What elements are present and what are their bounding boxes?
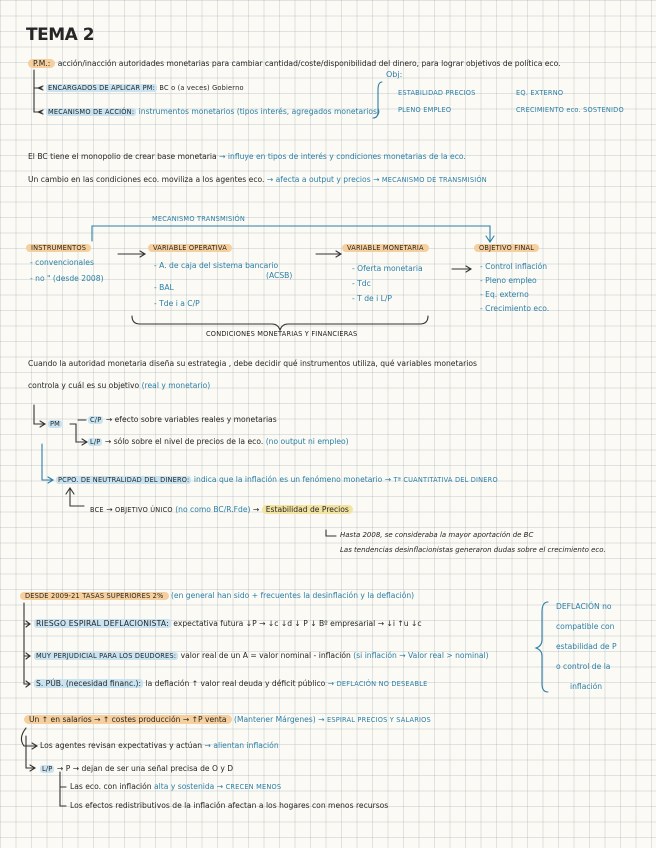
side-bracket [536,602,548,692]
bce-label: BCE [90,506,104,514]
spub-text: la deflación ↑ valor real deuda y déficit público [145,679,326,688]
deudores-label: MUY PERJUDICIAL PARA LOS DEUDORES: [36,652,177,660]
deudores-text: valor real de un A = valor nominal - inflación [180,651,351,660]
pm-effects-pm: PM [50,420,61,428]
mecanismo-label: MECANISMO DE ACCIÓN: [48,108,135,116]
spub-result: DEFLACIÓN NO DESEABLE [336,680,428,688]
objetivo-item-3: - Eq. externo [480,290,529,299]
neutralidad-label: PCPO. DE NEUTRALIDAD DEL DINERO: [58,476,190,484]
monetaria-item-3: - T de i L/P [352,294,393,303]
deudores-note: (si inflación → Valor real > nominal) [353,651,489,660]
eco-b: alta y sostenida [154,782,215,791]
bc-line2-c: MECANISMO DE TRANSMISIÓN [381,176,487,184]
page-title: TEMA 2 [26,25,95,45]
instrumentos-title: INSTRUMENTOS [26,244,91,252]
eco-c: CRECEN MENOS [225,783,282,791]
estrategia-line2-b: (real y monetario) [141,381,211,390]
diagram-top-label: MECANISMO TRANSMISIÓN [152,215,246,223]
espiral-lp: L/P [42,765,53,773]
pm-effects-cp: C/P [90,416,102,424]
espiral-lp-text: P → dejan de ser una señal precisa de O y D [65,764,234,773]
objetivo-item-2: - Pleno empleo [480,276,537,285]
obj-tag: Obj: [386,70,403,79]
monetaria-title: VARIABLE MONETARIA [342,244,429,252]
side-note-2: compatible con [556,622,615,631]
pm-tag: P.M.: [28,59,55,68]
pm-effects-lp: L/P [90,438,101,446]
objective-2: EQ. EXTERNO [516,89,564,97]
operativa-item-2: (ACSB) [266,271,293,280]
monetaria-item-2: - Tdc [352,279,371,288]
efectos-text: Los efectos redistributivos de la inflación afectan a los hogares con menos recursos [70,801,389,810]
bc-line1-b: influye en tipos de interés y condiciones monetarias de la eco. [227,152,466,161]
pm-bracket [34,70,42,112]
riesgo-label: RIESGO ESPIRAL DEFLACIONISTA: [36,619,169,628]
bce-text: OBJETIVO ÚNICO [115,506,173,514]
espiral-line-b: (Mantener Márgenes) [233,715,316,724]
bc-line2-a: Un cambio en las condiciones eco. moviliza a los agentes eco. [28,175,265,184]
neutralidad-note-2: Las tendencias desinflacionistas generaron dudas sobre el crecimiento eco. [340,546,606,554]
transmission-frame [92,226,490,241]
side-note-1: DEFLACIÓN no [556,602,612,611]
pm-effects-cp-text: efecto sobre variables reales y monetarias [114,415,277,424]
desde-header: DESDE 2009-21 TASAS SUPERIORES 2% [20,592,169,600]
encargados-text: BC o (a veces) Gobierno [159,84,244,92]
pm-effects-lp-text: sólo sobre el nivel de precios de la eco. [113,437,264,446]
encargados-label: ENCARGADOS DE APLICAR PM: [48,84,156,92]
diagram-bottom-label: CONDICIONES MONETARIAS Y FINANCIERAS [206,330,358,338]
conditions-brace [132,316,428,330]
monetaria-item-1: - Oferta monetaria [352,264,423,273]
neutralidad-note-1: Hasta 2008, se consideraba la mayor aportación de BC [340,531,534,539]
side-note-3: estabilidad de P [556,642,617,651]
objective-1: ESTABILIDAD PRECIOS [398,89,476,97]
mecanismo-text: instrumentos monetarios (tipos interés, agregados monetarios) [138,107,380,116]
agentes-a: Los agentes revisan expectativas y actúan [40,741,203,750]
spub-label: S. PÚB. (necesidad financ.): [36,679,142,688]
riesgo-text: expectativa futura ↓P → ↓c ↓d ↓ P ↓ Bº empresarial → ↓i ↑u ↓c [173,619,422,628]
operativa-item-3: - BAL [154,283,174,292]
objetivo-item-4: - Crecimiento eco. [480,304,550,313]
operativa-title: VARIABLE OPERATIVA [148,244,232,252]
espiral-line-a: Un ↑ en salarios → ↑ costes producción → ↑P venta [24,715,232,724]
bce-note: (no como BC/R.Fde) [175,505,251,514]
pm-definition: acción/inacción autoridades monetarias para cambiar cantidad/coste/disponibilidad del dinero, para lograr objetivos de política eco. [57,59,561,68]
instrumentos-item-1: - convencionales [30,258,94,267]
objective-3: PLENO EMPLEO [398,106,452,114]
eco-a: Las eco. con inflación [70,782,152,791]
bc-line2-b: afecta a output y precios [275,175,371,184]
instrumentos-item-2: - no " (desde 2008) [30,274,104,283]
bc-line1-a: El BC tiene el monopolio de crear base monetaria [28,152,217,161]
objective-4: CRECIMIENTO eco. SOSTENIDO [516,106,624,114]
operativa-item-4: - Tde i a C/P [154,299,200,308]
estrategia-line1: Cuando la autoridad monetaria diseña su estrategia , debe decidir qué instrumentos utiliza, qué variables monetarios [28,359,477,368]
estabilidad-precios: Estabilidad de Precios [262,505,353,514]
operativa-item-1: - A. de caja del sistema bancario [154,261,279,270]
neutralidad-text: indica que la inflación es un fenómeno monetario [193,475,383,484]
objetivo-item-1: - Control inflación [480,262,548,271]
objetivo-title: OBJETIVO FINAL [474,244,539,252]
side-note-4: o control de la [556,662,611,671]
espiral-line-c: ESPIRAL PRECIOS Y SALARIOS [326,716,431,724]
pm-effects-lp-note: (no output ni empleo) [265,437,349,446]
neutralidad-tq: Tª CUANTITATIVA DEL DINERO [393,476,498,484]
desde-header-note: (en general han sido + frecuentes la desinflación y la deflación) [170,591,415,600]
agentes-b: alientan inflación [213,741,279,750]
side-note-5: inflación [570,682,603,691]
estrategia-line2-a: controla y cuál es su objetivo [28,381,140,390]
